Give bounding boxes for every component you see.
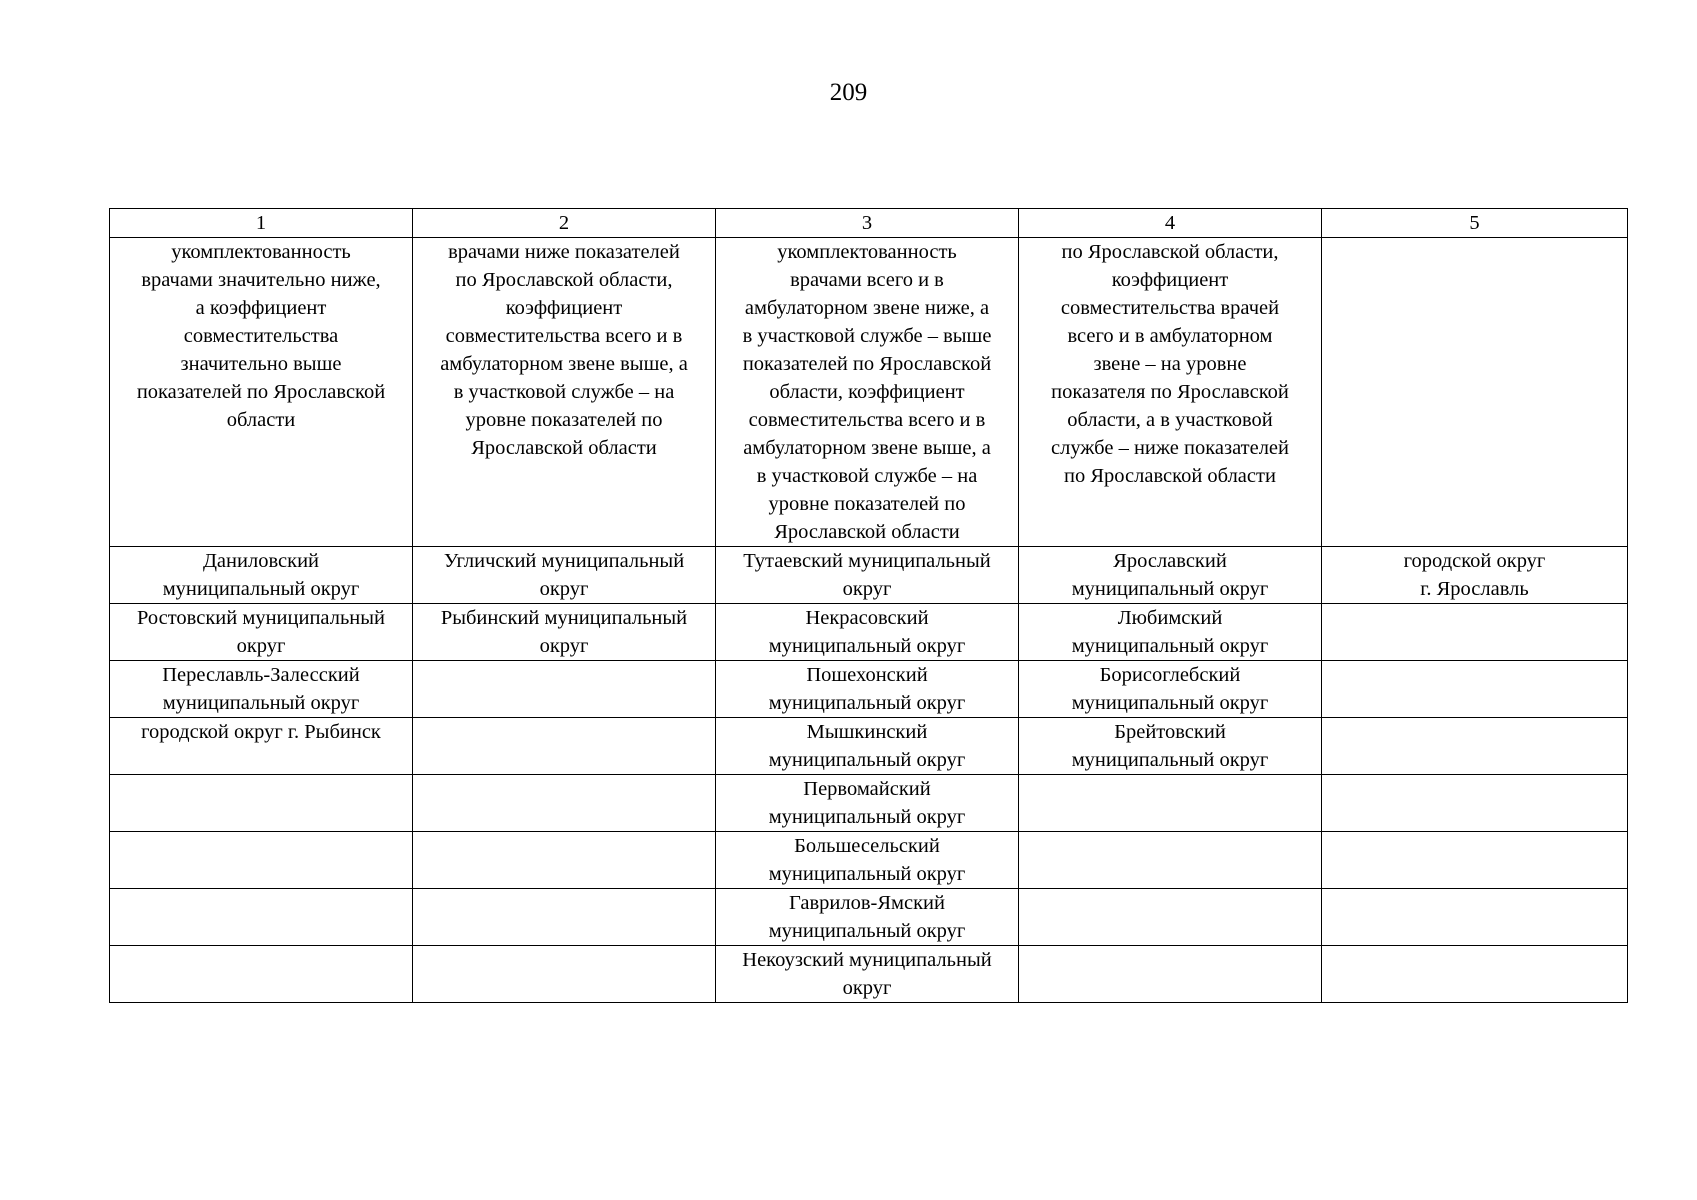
table-row bbox=[110, 775, 1628, 832]
table-cell: Первомайский муниципальный округ bbox=[716, 775, 1019, 832]
table-cell bbox=[413, 718, 716, 775]
page-number: 209 bbox=[829, 79, 868, 106]
table-cell: Гаврилов-Ямский муниципальный округ bbox=[716, 889, 1019, 946]
table-cell: Угличский муниципальный округ bbox=[413, 547, 716, 604]
table-cell bbox=[1322, 832, 1628, 889]
column-number-cell: 4 bbox=[1019, 209, 1322, 238]
table-cell: Борисоглебский муниципальный округ bbox=[1019, 661, 1322, 718]
table-cell: городской округ г. Рыбинск bbox=[110, 718, 413, 775]
table-cell: Любимский муниципальный округ bbox=[1019, 604, 1322, 661]
table-cell bbox=[1019, 946, 1322, 1003]
table-row bbox=[110, 547, 1628, 604]
table-cell bbox=[413, 832, 716, 889]
description-cell: укомплектованность врачами значительно ниже, а коэффициент совместительства значительно выше показателей по Ярославской области bbox=[110, 238, 413, 547]
table-cell: Даниловский муниципальный округ bbox=[110, 547, 413, 604]
table-cell: Большесельский муниципальный округ bbox=[716, 832, 1019, 889]
table-cell bbox=[413, 946, 716, 1003]
table-cell bbox=[1019, 775, 1322, 832]
table-cell: Некрасовский муниципальный округ bbox=[716, 604, 1019, 661]
table-cell bbox=[1322, 604, 1628, 661]
table-cell: Тутаевский муниципальный округ bbox=[716, 547, 1019, 604]
table-description-row bbox=[110, 238, 1628, 547]
description-cell: по Ярославской области, коэффициент совместительства врачей всего и в амбулаторном звене – на уровне показателя по Ярославской области, а в участковой службе – ниже показателей по Ярославской области bbox=[1019, 238, 1322, 547]
table-cell: Мышкинский муниципальный округ bbox=[716, 718, 1019, 775]
table-cell: Ярославский муниципальный округ bbox=[1019, 547, 1322, 604]
table-cell: городской округ г. Ярославль bbox=[1322, 547, 1628, 604]
table-row bbox=[110, 889, 1628, 946]
table-cell bbox=[110, 832, 413, 889]
column-number-cell: 2 bbox=[413, 209, 716, 238]
table-cell bbox=[1019, 889, 1322, 946]
table-row bbox=[110, 661, 1628, 718]
table-cell bbox=[1322, 718, 1628, 775]
description-cell: укомплектованность врачами всего и в амбулаторном звене ниже, а в участковой службе – выше показателей по Ярославской области, коэффициент совместительства всего и в амбулаторном звене выше, а в участковой службе – на уровне показателей по Ярославской области bbox=[716, 238, 1019, 547]
table-cell: Переславль-Залесский муниципальный округ bbox=[110, 661, 413, 718]
table-row bbox=[110, 718, 1628, 775]
table-cell: Брейтовский муниципальный округ bbox=[1019, 718, 1322, 775]
table-cell bbox=[413, 889, 716, 946]
table-row bbox=[110, 946, 1628, 1003]
table-row bbox=[110, 832, 1628, 889]
table-cell bbox=[1322, 661, 1628, 718]
description-cell bbox=[1322, 238, 1628, 547]
table-cell bbox=[1019, 832, 1322, 889]
table-cell bbox=[1322, 889, 1628, 946]
column-number-cell: 5 bbox=[1322, 209, 1628, 238]
table-header-row bbox=[110, 209, 1628, 238]
districts-table bbox=[109, 208, 1628, 1003]
table-cell bbox=[1322, 946, 1628, 1003]
table-cell bbox=[1322, 775, 1628, 832]
table-row bbox=[110, 604, 1628, 661]
table-cell: Рыбинский муниципальный округ bbox=[413, 604, 716, 661]
description-cell: врачами ниже показателей по Ярославской области, коэффициент совместительства всего и в амбулаторном звене выше, а в участковой службе – на уровне показателей по Ярославской области bbox=[413, 238, 716, 547]
table-cell: Пошехонский муниципальный округ bbox=[716, 661, 1019, 718]
table-cell: Ростовский муниципальный округ bbox=[110, 604, 413, 661]
column-number-cell: 1 bbox=[110, 209, 413, 238]
table-cell bbox=[110, 946, 413, 1003]
table-cell bbox=[110, 775, 413, 832]
column-number-cell: 3 bbox=[716, 209, 1019, 238]
table-cell bbox=[413, 775, 716, 832]
table-cell bbox=[110, 889, 413, 946]
table-cell bbox=[413, 661, 716, 718]
table-cell: Некоузский муниципальный округ bbox=[716, 946, 1019, 1003]
